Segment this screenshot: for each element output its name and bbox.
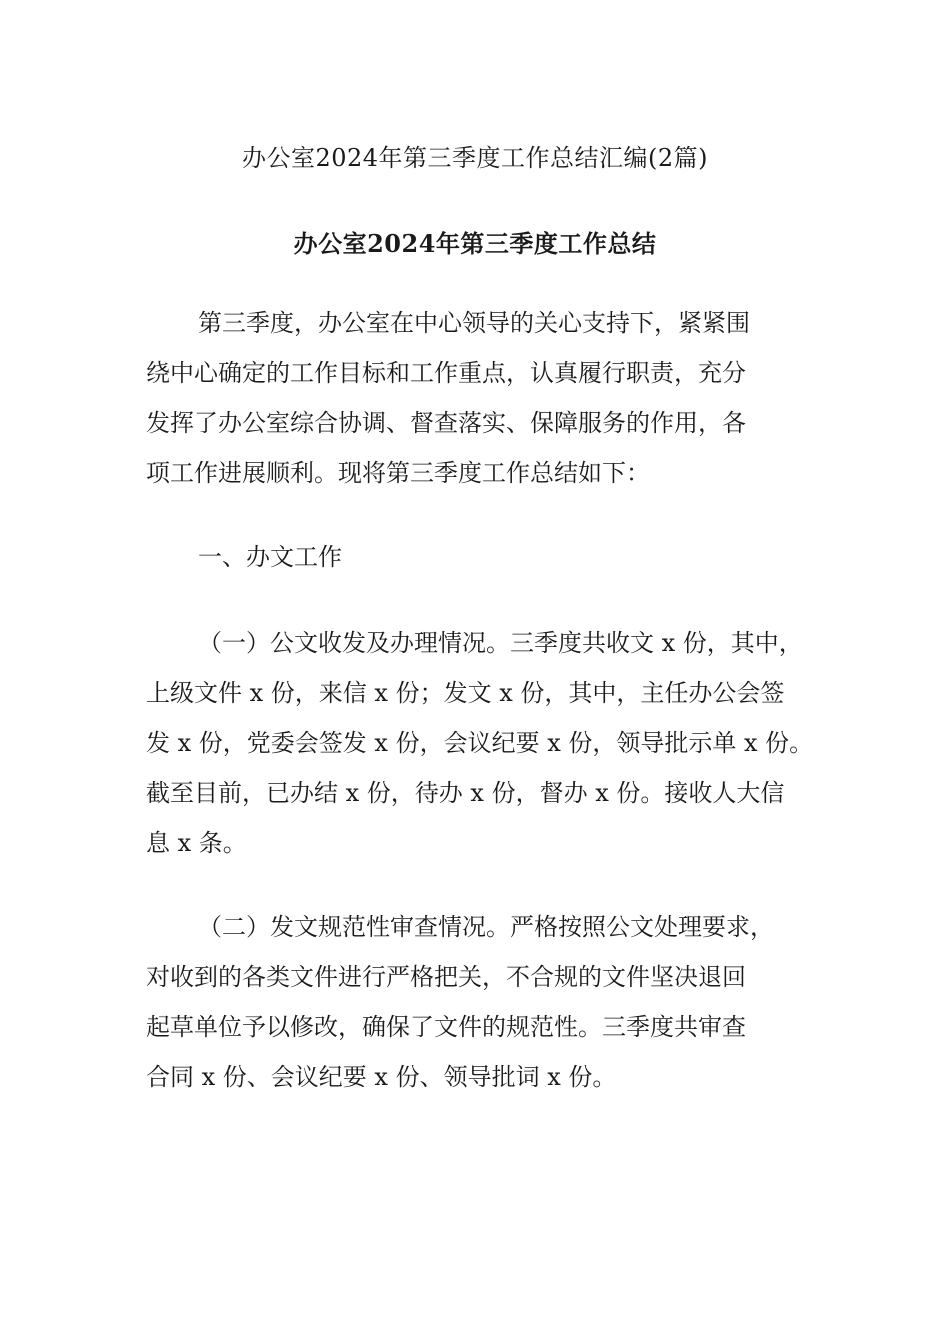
intro-line-4: 项工作进展顺利。现将第三季度工作总结如下： [146,459,650,487]
para1-line-1: （一）公文收发及办理情况。三季度共收文 x 份，其中， [198,629,803,657]
para2-line-3: 起草单位予以修改，确保了文件的规范性。三季度共审查 [146,1013,746,1041]
document-title: 办公室2024年第三季度工作总结汇编(2篇) [241,144,709,172]
para2-line-1: （二）发文规范性审查情况。严格按照公文处理要求， [198,913,774,941]
document-subtitle: 办公室2024年第三季度工作总结 [293,229,657,258]
para2-line-2: 对收到的各类文件进行严格把关，不合规的文件坚决退回 [146,963,746,991]
para1-line-3: 发 x 份，党委会签发 x 份，会议纪要 x 份，领导批示单 x 份。 [146,729,814,757]
intro-line-3: 发挥了办公室综合协调、督查落实、保障服务的作用，各 [146,409,746,437]
intro-line-2: 绕中心确定的工作目标和工作重点，认真履行职责，充分 [146,359,746,387]
para2-line-4: 合同 x 份、会议纪要 x 份、领导批词 x 份。 [146,1063,617,1091]
para1-line-2: 上级文件 x 份，来信 x 份；发文 x 份，其中，主任办公会签 [146,679,785,707]
para1-line-4: 截至目前，已办结 x 份，待办 x 份，督办 x 份。接收人大信 [146,779,785,807]
section-heading-1: 一、办文工作 [198,543,342,571]
para1-line-5: 息 x 条。 [146,829,247,857]
intro-line-1: 第三季度，办公室在中心领导的关心支持下，紧紧围 [198,309,750,337]
